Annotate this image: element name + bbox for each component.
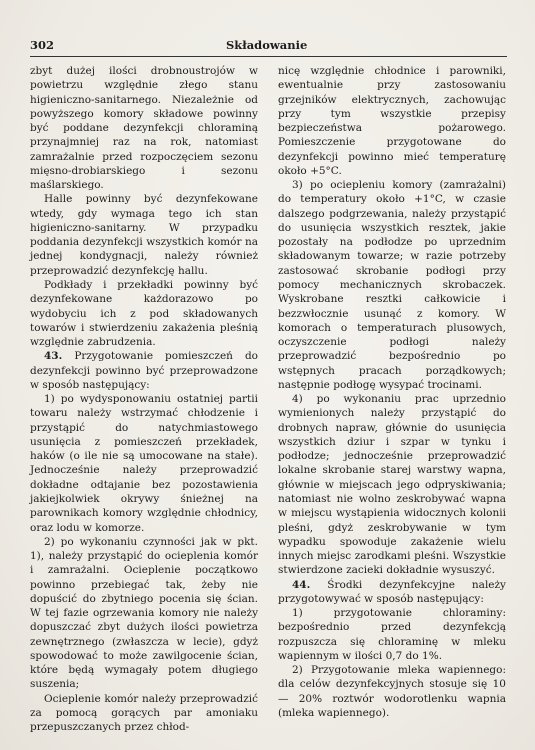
paragraph	[30, 692, 258, 735]
paragraph	[278, 64, 506, 178]
paragraph-text: nicę względnie chłodnice i parowniki, ewentualnie przy zastosowaniu grzejników elektrycznych, zachowując przy tym wszystkie przepisy bezpieczeństwa pożarowego. Pomieszczenie przygotowane do dezynfekcji powinno mieć temperaturę około +5°C.	[278, 65, 506, 177]
paragraph-text: zbyt dużej ilości drobnoustrojów w powietrzu względnie złego stanu higieniczno-sanitarnego. Niezależnie od powyższego komory składowe powinny być poddane dezynfekcji chloraminą przynajmniej raz na rok, natomiast zamrażalnie przed rozpoczęciem sezonu mięsno-drobiarskiego i sezonu maślarskiego.	[30, 65, 258, 192]
paragraph	[30, 278, 258, 349]
section-number: 44.	[292, 578, 311, 591]
header-rule	[30, 56, 507, 57]
section-number: 43.	[44, 350, 63, 363]
paragraph-text: 2) po wykonaniu czynności jak w pkt. 1), należy przystąpić do ocieplenia komór i zamrażalni. Ocieplenie początkowo powinno przebiegać tak, żeby nie dopuścić do zbytniego pocenia się ścian. W tej fazie ogrzewania komory nie należy dopuszczać zbyt dużych ilości powietrza zewnętrznego (zwłaszcza w lecie), gdyż spowodować to może zawilgocenie ścian, które będą wymagały potem długiego suszenia;	[30, 535, 258, 691]
paragraph-text: 1) po wydysponowaniu ostatniej partii towaru należy wstrzymać chłodzenie i przystąpić do natychmiastowego usunięcia z pomieszczeń przekładek, haków (o ile nie są umocowane na stałe). Jednocześnie należy przeprowadzić dokładne odtajanie bez pozostawienia jakiejkolwiek okrywy śnieżnej na parownikach komory względnie chłodnicy, oraz lodu w komorze.	[30, 393, 258, 534]
paragraph-text: Ocieplenie komór należy przeprowadzić za pomocą gorących par amoniaku przepuszczanych przez chłod-	[30, 692, 258, 734]
paragraph	[278, 606, 506, 663]
paragraph	[278, 663, 506, 720]
paragraph	[30, 64, 258, 192]
paragraph	[278, 392, 506, 577]
paragraph-text: Podkłady i przekładki powinny być dezynfekowane każdorazowo po wydobyciu ich z pod składowanych towarów i stwierdzeniu zakażenia pleśnią względnie zabrudzenia.	[30, 278, 258, 349]
paragraph	[30, 192, 258, 278]
page-header	[30, 36, 507, 56]
paragraph	[278, 178, 506, 392]
paragraph	[30, 535, 258, 692]
running-title: Składowanie	[226, 38, 308, 52]
page-number: 302	[30, 38, 55, 52]
section-paragraph	[30, 349, 258, 392]
paragraph-text: 4) po wykonaniu prac uprzednio wymienionych należy przystąpić do drobnych napraw, głównie do usunięcia wszystkich dziur i szpar w tynku i podłodze; jednocześnie przeprowadzić lokalne skrobanie starej warstwy wapna, głównie w miejscach jego odpryskiwania; natomiast nie wolno zeskrobywać wapna w miejscu wystąpienia widocznych kolonii pleśni, gdyż zeskrobywanie w tym wypadku spowoduje zakażenie wielu innych miejsc zarodkami pleśni. Wszystkie stwierdzone zacieki dokładnie wysuszyć.	[278, 393, 506, 577]
paragraph-text: Środki dezynfekcyjne należy przygotowywać w sposób następujący:	[278, 578, 506, 605]
left-column	[30, 64, 258, 734]
section-paragraph	[278, 578, 506, 607]
paragraph	[30, 392, 258, 535]
right-column	[278, 64, 506, 720]
paragraph-text: 1) przygotowanie chloraminy: bezpośrednio przed dezynfekcją rozpuszcza się chloraminę w mleku wapiennym w ilości 0,7 do 1%.	[278, 607, 506, 662]
paragraph-text: 2) Przygotowanie mleka wapiennego: dla celów dezynfekcyjnych stosuje się 10 — 20% roztwór wodorotlenku wapnia (mleka wapiennego).	[278, 664, 506, 719]
paragraph-text: Halle powinny być dezynfekowane wtedy, gdy wymaga tego ich stan higieniczno-sanitarny. W przypadku poddania dezynfekcji wszystkich komór na jednej kondygnacji, należy również przeprowadzić dezynfekcję hallu.	[30, 193, 258, 277]
paragraph-text: Przygotowanie pomieszczeń do dezynfekcji powinno być przeprowadzone w sposób następujący:	[30, 350, 258, 391]
paragraph-text: 3) po ociepleniu komory (zamrażalni) do temperatury około +1°C, w czasie dalszego podgrzewania, należy przystąpić do usunięcia wszystkich resztek, jakie pozostały na podłodze po uprzednim składowanym towarze; w razie potrzeby zastosować skrobanie podłogi przy pomocy mechanicznych skrobaczek. Wyskrobane resztki całkowicie i bezzwłocznie usunąć z komory. W komorach o temperaturach plusowych, oczyszczenie podłogi należy przeprowadzić bezpośrednio po wstępnych pracach porządkowych; następnie podłogę wysypać trocinami.	[278, 179, 506, 391]
